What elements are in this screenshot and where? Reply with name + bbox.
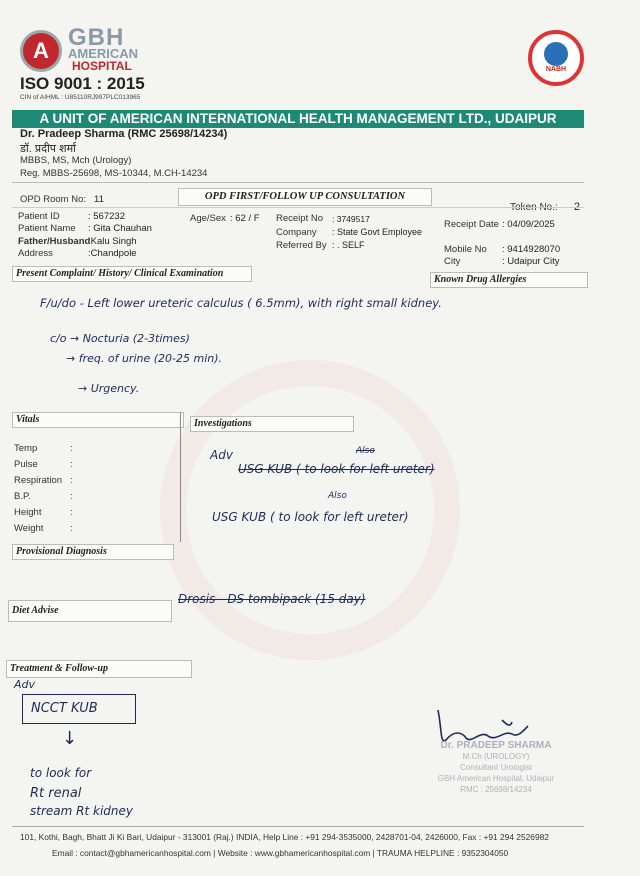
footer-contact: Email : contact@gbhamericanhospital.com | Website : www.gbhamericanhospital.com | TRAUMA HELPLINE : 9352304050 <box>52 848 509 858</box>
receipt-value: : 3749517 <box>332 214 370 224</box>
investigations-header: Investigations <box>190 416 354 432</box>
company-value: : State Govt Employee <box>332 227 423 237</box>
address-value: :Chandpole <box>88 248 137 259</box>
logo-a-letter: A <box>33 38 49 63</box>
complaint-line2: c/o → Nocturia (2-3times) <box>50 332 190 345</box>
treatment-renal: Rt renal <box>30 786 82 801</box>
receipt-date-label: Receipt Date <box>444 219 499 230</box>
complaint-line3: → freq. of urine (20-25 min). <box>66 352 223 365</box>
city-label: City <box>444 256 461 267</box>
referred-value: : . SELF <box>332 240 365 250</box>
patient-name-label: Patient Name <box>18 223 76 234</box>
treatment-ncct: NCCT KUB <box>31 701 98 716</box>
diagnosis-header: Provisional Diagnosis <box>12 544 174 560</box>
city-value: : Udaipur City <box>502 256 560 267</box>
father-value: :Kalu Singh <box>88 236 137 247</box>
hospital-logo <box>20 30 62 72</box>
vitals-divider <box>180 412 181 542</box>
consult-title: OPD FIRST/FOLLOW UP CONSULTATION <box>204 191 406 202</box>
footer-address: 101, Kothi, Bagh, Bhatt Ji Ki Bari, Udaipur - 313001 (Raj.) INDIA, Help Line : +91 294-3535000, 2428701-04, 2426000, Fax : +91 294 2526982 <box>20 832 549 842</box>
referred-label: Referred By <box>276 240 327 251</box>
vital-row: Height : <box>14 507 73 518</box>
company-label: Company <box>276 227 317 238</box>
patient-name: : Gita Chauhan <box>88 223 152 234</box>
footer-divider <box>12 826 584 827</box>
complaint-header: Present Complaint/ History/ Clinical Examination <box>12 266 252 282</box>
investigation-also-struck: Also <box>356 446 375 456</box>
vitals-header: Vitals <box>12 412 184 428</box>
investigation-also: Also <box>328 491 347 501</box>
nabh-text: NABH <box>545 66 567 73</box>
complaint-line1: F/u/do - Left lower ureteric calculus ( 6.5mm), with right small kidney. <box>40 296 442 310</box>
investigation-line-struck: USG KUB ( to look for left ureter) <box>238 462 435 476</box>
mobile-value: : 9414928070 <box>502 244 561 255</box>
logo-line2: AMERICAN <box>68 46 139 61</box>
nabh-seal <box>528 30 584 86</box>
treatment-look: to look for <box>30 766 92 780</box>
doctor-name: Dr. Pradeep Sharma (RMC 25698/14234) <box>20 128 228 140</box>
banner-text: A UNIT OF AMERICAN INTERNATIONAL HEALTH MANAGEMENT LTD., UDAIPUR <box>39 111 557 126</box>
agesex-label: Age/Sex <box>190 213 226 224</box>
cin-label: CIN of AIHML : U85110RJ997PLC013965 <box>20 94 141 101</box>
opd-room-label: OPD Room No: <box>20 194 86 205</box>
address-label: Address <box>18 248 53 259</box>
investigation-line: USG KUB ( to look for left ureter) <box>212 510 409 524</box>
treatment-adv: Adv <box>14 678 36 691</box>
patient-id: : 567232 <box>88 211 125 222</box>
doctor-divider <box>12 182 584 183</box>
doctor-name-hindi: डॉ. प्रदीप शर्मा <box>20 143 77 155</box>
treatment-box <box>22 694 136 724</box>
allergies-header: Known Drug Allergies <box>430 272 588 288</box>
logo-brand: GBH <box>68 24 125 51</box>
header-banner <box>12 110 584 128</box>
vital-row: Weight : <box>14 523 73 534</box>
vital-row: Temp : <box>14 443 73 454</box>
token-value: 2 <box>574 201 581 213</box>
token-label: Token No.: <box>510 202 558 213</box>
consult-title-box <box>178 188 432 206</box>
doctor-degrees: MBBS, MS, Mch (Urology) <box>20 155 132 166</box>
diet-line-struck: Drosis - DS tombipack (15 day) <box>178 592 366 606</box>
vital-row: Respiration : <box>14 475 73 486</box>
patient-id-label: Patient ID <box>18 211 60 222</box>
receipt-date-value: : 04/09/2025 <box>502 219 555 230</box>
opd-room-value: 11 <box>94 194 104 205</box>
doctor-reg: Reg. MBBS-25698, MS-10344, M.CH-14234 <box>20 168 208 179</box>
vitals-list <box>14 438 73 534</box>
treatment-header: Treatment & Follow-up <box>6 660 192 678</box>
doctor-stamp: Dr. PRADEEP SHARMA M.Ch (UROLOGY) Consultant Urologist GBH American Hospital, Udaipur RMC : 25698/14234 <box>437 740 555 794</box>
iso-label: ISO 9001 : 2015 <box>20 74 145 93</box>
agesex-value: : 62 / F <box>230 213 260 224</box>
logo-line3: HOSPITAL <box>72 59 132 73</box>
diet-header: Diet Advise <box>8 600 172 622</box>
vital-row: Pulse : <box>14 459 73 470</box>
father-label: Father/Husband <box>18 236 91 247</box>
receipt-label: Receipt No <box>276 213 323 224</box>
vital-row: B.P. : <box>14 491 73 502</box>
complaint-line4: → Urgency. <box>78 382 140 395</box>
investigation-adv: Adv <box>210 448 233 462</box>
treatment-stream: stream Rt kidney <box>30 804 133 818</box>
mobile-label: Mobile No <box>444 244 487 255</box>
down-arrow-icon: ↓ <box>62 728 78 749</box>
